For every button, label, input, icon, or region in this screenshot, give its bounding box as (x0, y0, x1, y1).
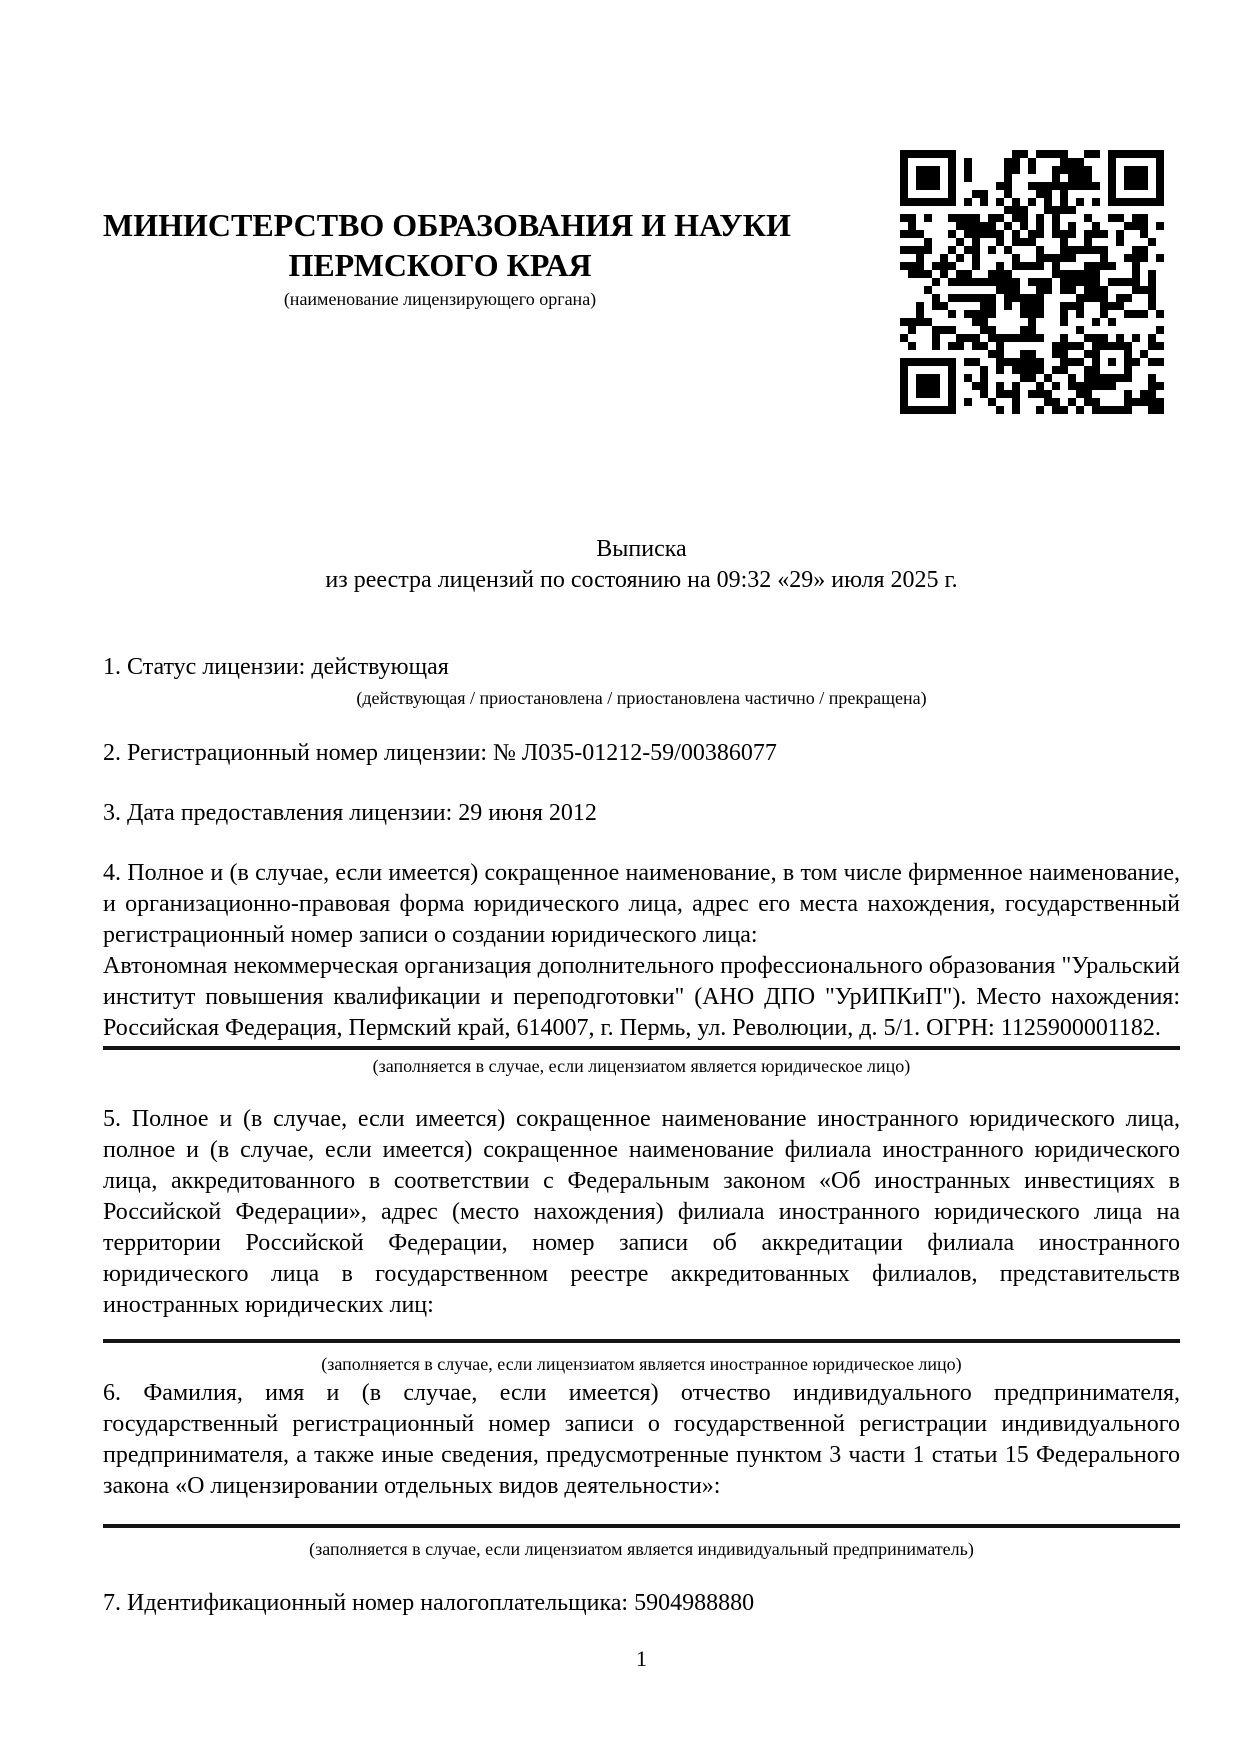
license-status-text: 1. Статус лицензии: действующая (103, 654, 449, 680)
ministry-name-line1: МИНИСТЕРСТВО ОБРАЗОВАНИЯ И НАУКИ (103, 207, 791, 243)
registration-number-text: 2. Регистрационный номер лицензии: № Л035-01212-59/00386077 (103, 740, 777, 766)
licensing-authority-header (103, 205, 791, 310)
taxpayer-id-text: 7. Идентификационный номер налогоплательщика: 5904988880 (103, 1590, 755, 1616)
section-grant-date (103, 798, 1180, 829)
foreign-entity-prompt: 5. Полное и (в случае, если имеется) сокращенное наименование иностранного юридического лица, полное и (в случае, если имеется) сокращенное наименование филиала иностранного юридического лица, аккредитованного в соответствии с Федеральным законом «Об иностранных инвестициях в Российской Федерации», адрес (место нахождения) филиала иностранного юридического лица на территории Российской Федерации, номер записи об аккредитации филиала иностранного юридического лица в государственном реестре аккредитованных филиалов, представительств иностранных юридических лиц: (103, 1106, 1180, 1318)
section-registration-number (103, 738, 1180, 769)
legal-entity-prompt: 4. Полное и (в случае, если имеется) сокращенное наименование, в том числе фирменное наименование, и организационно-правовая форма юридического лица, адрес его места нахождения, государственный регистрационный номер записи о создании юридического лица: (103, 860, 1180, 948)
foreign-entity-blank-rule (103, 1339, 1180, 1343)
section-legal-entity (103, 858, 1180, 1077)
foreign-entity-caption: (заполняется в случае, если лицензиатом является иностранное юридическое лицо) (321, 1354, 962, 1374)
entrepreneur-caption: (заполняется в случае, если лицензиатом является индивидуальный предприниматель) (309, 1539, 974, 1559)
licensing-authority-caption: (наименование лицензирующего органа) (283, 289, 597, 309)
document-title (103, 534, 1180, 596)
qr-code-icon (900, 150, 1164, 414)
section-license-status (103, 652, 1180, 709)
license-status-caption: (действующая / приостановлена / приостановлена частично / прекращена) (356, 688, 927, 708)
entrepreneur-blank-rule (103, 1524, 1180, 1528)
document-title-line2: из реестра лицензий по состоянию на 09:32 «29» июля 2025 г. (325, 567, 958, 593)
legal-entity-caption: (заполняется в случае, если лицензиатом является юридическое лицо) (372, 1056, 911, 1076)
legal-entity-value: Автономная некоммерческая организация дополнительного профессионального образования "Уральский институт повышения квалификации и переподготовки" (АНО ДПО "УрИПКиП"). Место нахождения: Российская Федерация, Пермский край, 614007, г. Пермь, ул. Революции, д. 5/1. ОГРН: 1125900001182. (103, 951, 1180, 1050)
document-title-line1: Выписка (596, 536, 687, 562)
section-entrepreneur (103, 1378, 1180, 1560)
section-foreign-entity (103, 1104, 1180, 1375)
entrepreneur-prompt: 6. Фамилия, имя и (в случае, если имеется) отчество индивидуального предпринимателя, государственный регистрационный номер записи о государственной регистрации индивидуального предпринимателя, а также иные сведения, предусмотренные пунктом 3 части 1 статьи 15 Федерального закона «О лицензировании отдельных видов деятельности»: (103, 1380, 1180, 1499)
page-number: 1 (636, 1646, 647, 1671)
section-taxpayer-id (103, 1588, 1180, 1619)
ministry-name-line2: ПЕРМСКОГО КРАЯ (288, 247, 592, 283)
grant-date-text: 3. Дата предоставления лицензии: 29 июня 2012 (103, 800, 597, 826)
